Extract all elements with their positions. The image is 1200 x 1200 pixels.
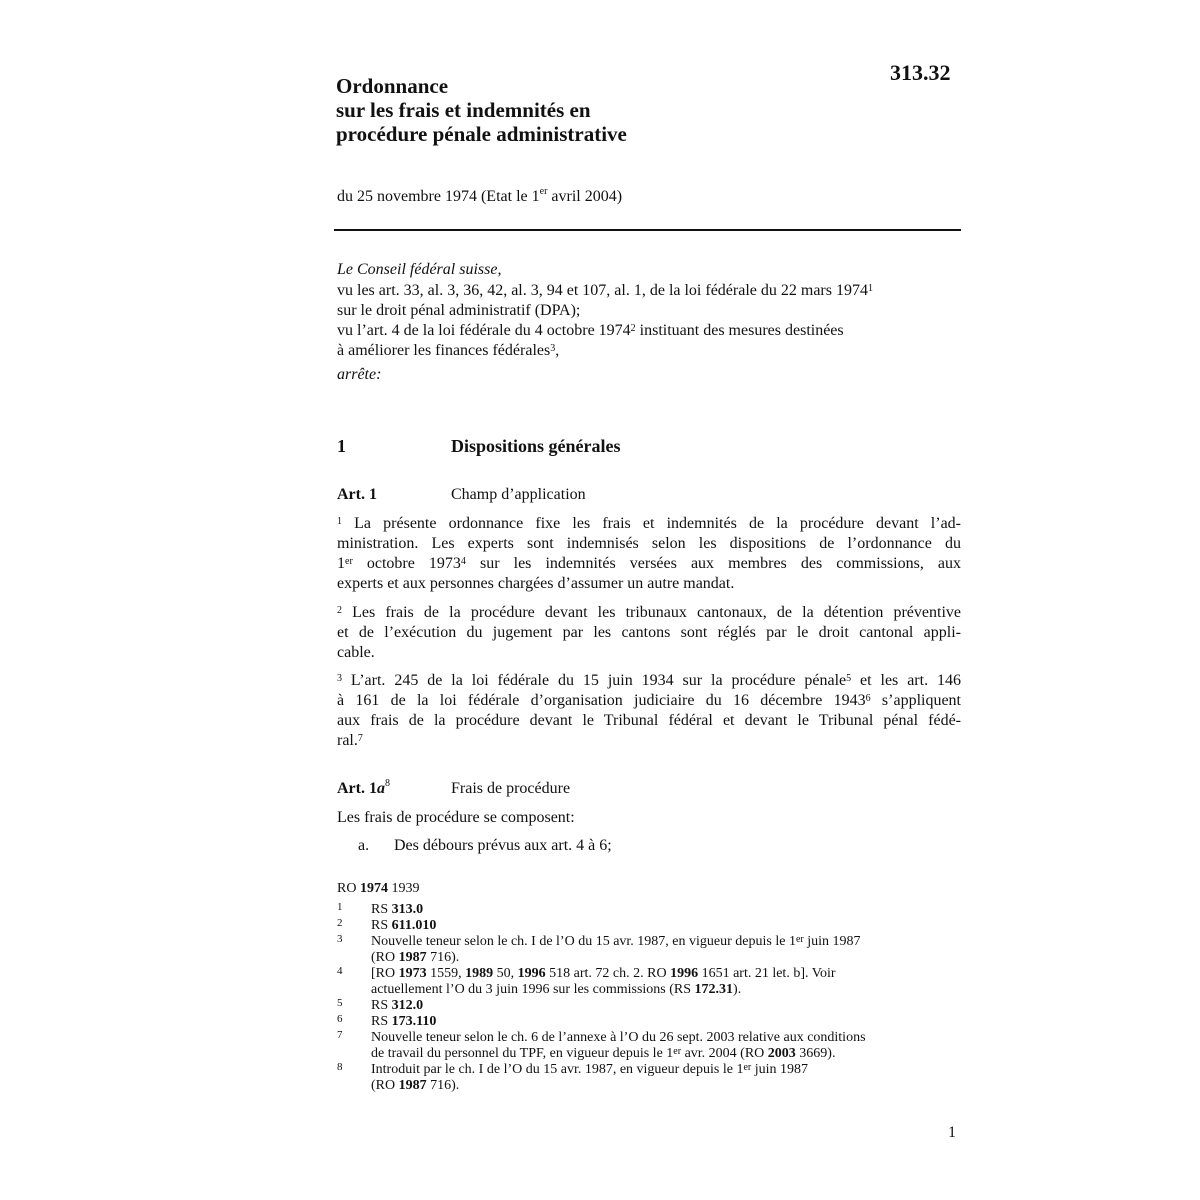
- page-number: 1: [948, 1124, 956, 1141]
- preamble-text: vu les art. 33, al. 3, 36, 42, al. 3, 94 et 107, al. 1, de la loi fédérale du 22 mars 1974: [337, 282, 868, 299]
- footnote-ref[interactable]: 5: [846, 673, 852, 684]
- footnote-text: avr. 2004 (RO: [681, 1046, 768, 1061]
- paragraph-line: [337, 671, 961, 691]
- footnote-bold: 312.0: [391, 998, 424, 1013]
- preamble-line: [337, 321, 961, 341]
- preamble-text: instituant des mesures destinées: [635, 322, 844, 339]
- footnotes: [337, 902, 957, 1094]
- footnote-text: 1651 art. 21 let. b]. Voir: [698, 966, 836, 981]
- footnote-ref[interactable]: 1: [867, 283, 873, 294]
- footnote-bold: 1996: [517, 966, 546, 981]
- paragraph-text: L’art. 245 de la loi fédérale du 15 juin 1934 sur la procédure pénale: [342, 672, 847, 689]
- footnote-text: RS: [371, 918, 392, 933]
- title-line: procédure pénale administrative: [336, 122, 627, 146]
- paragraph-text: 1: [337, 555, 345, 572]
- footnote-text: juin 1987: [751, 1062, 809, 1077]
- footnote-text: juin 1987: [803, 934, 861, 949]
- paragraph-line: Les frais de procédure se composent:: [337, 809, 575, 826]
- footnote-bold: 172.31: [694, 982, 734, 997]
- paragraph-line: experts et aux personnes chargées d’assumer un autre mandat.: [337, 575, 735, 592]
- sr-number: 313.32: [890, 60, 951, 85]
- ordinal-sup: er: [795, 934, 804, 945]
- section-title: Dispositions générales: [451, 436, 621, 456]
- article-intro: [337, 808, 961, 828]
- paragraph-line: et de l’exécution du jugement par les cantons sont réglés par le droit cantonal appli-: [337, 624, 961, 641]
- paragraph-line: aux frais de la procédure devant le Tribunal fédéral et devant le Tribunal pénal fédé-: [337, 712, 961, 729]
- article-paragraph: [337, 514, 961, 594]
- footnote-bold: 1987: [398, 1078, 427, 1093]
- paragraph-number: 2: [337, 605, 342, 616]
- ordinal-sup: er: [345, 556, 353, 567]
- footnote: [337, 1062, 957, 1094]
- footnote-text: RS: [371, 902, 392, 917]
- ro-text: RO: [337, 881, 360, 896]
- paragraph-text: à 161 de la loi fédérale d’organisation judiciaire du 16 décembre 1943: [337, 692, 866, 709]
- paragraph-text: Les frais de la procédure devant les tribunaux cantonaux, de la détention préventive: [342, 604, 961, 621]
- footnote-text: Nouvelle teneur selon le ch. I de l’O du 15 avr. 1987, en vigueur depuis le 1: [371, 934, 796, 949]
- paragraph-text: ral.: [337, 732, 358, 749]
- footnote-text: (RO: [371, 1078, 399, 1093]
- footnote-text: 1559,: [426, 966, 466, 981]
- paragraph-line: ministration. Les experts sont indemnisés selon les dispositions de l’ordonnance du: [337, 535, 961, 552]
- footnote: [337, 1014, 957, 1030]
- article-number-text: Art. 1: [337, 780, 377, 797]
- ro-reference: [337, 881, 419, 897]
- title-line: Ordonnance: [336, 74, 449, 98]
- paragraph-line: [337, 514, 961, 534]
- paragraph-text: octobre 1973: [352, 555, 461, 572]
- footnote-text: [RO: [371, 966, 399, 981]
- footnote: [337, 902, 957, 918]
- preamble-decree: arrête:: [337, 366, 382, 383]
- footnote-ref[interactable]: 3: [550, 343, 556, 354]
- ordinal-sup: er: [673, 1046, 682, 1057]
- paragraph-line: [337, 731, 961, 751]
- article-heading: [337, 780, 570, 798]
- preamble-line: [337, 341, 961, 361]
- preamble-line: [337, 281, 961, 301]
- footnote: [337, 1030, 957, 1062]
- footnote-text: 50,: [493, 966, 518, 981]
- footnote-number: 8: [337, 1061, 343, 1073]
- footnote-bold: 1996: [670, 966, 699, 981]
- footnote-text: actuellement l’O du 3 juin 1996 sur les commissions (RS: [371, 982, 695, 997]
- footnote-text: RS: [371, 1014, 392, 1029]
- paragraph-line: [337, 603, 961, 623]
- footnote-number: 4: [337, 965, 343, 977]
- title-line: sur les frais et indemnités en: [336, 98, 591, 122]
- footnote-bold: 1989: [465, 966, 494, 981]
- footnote-number: 7: [337, 1029, 343, 1041]
- list-label: a.: [358, 837, 370, 854]
- document-title: [336, 74, 856, 146]
- paragraph-text: s’appliquent: [870, 692, 962, 709]
- preamble: [337, 260, 961, 385]
- article-heading: [337, 486, 586, 504]
- list-text: Des débours prévus aux art. 4 à 6;: [394, 837, 612, 854]
- title-rule: [334, 229, 961, 231]
- article-number: Art. 1: [337, 486, 377, 503]
- footnote-number: 5: [337, 997, 343, 1009]
- preamble-text: à améliorer les finances fédérales: [337, 342, 551, 359]
- footnote-text: Nouvelle teneur selon le ch. 6 de l’annexe à l’O du 26 sept. 2003 relative aux conditions: [371, 1030, 866, 1045]
- article-paragraph: [337, 603, 961, 663]
- footnote-text: 518 art. 72 ch. 2. RO: [545, 966, 671, 981]
- paragraph-text: et les art. 146: [851, 672, 961, 689]
- preamble-line: sur le droit pénal administratif (DPA);: [337, 302, 581, 319]
- footnote-ref[interactable]: 6: [865, 693, 871, 704]
- footnote-ref[interactable]: 7: [357, 733, 363, 744]
- article-paragraph: [337, 671, 961, 751]
- footnote-text: Introduit par le ch. I de l’O du 15 avr. 1987, en vigueur depuis le 1: [371, 1062, 744, 1077]
- ro-text: 1939: [387, 881, 420, 896]
- footnote-text: 3669).: [795, 1046, 836, 1061]
- footnote-number: 3: [337, 933, 343, 945]
- footnote-text: 716).: [426, 1078, 460, 1093]
- paragraph-text: sur les indemnités versées aux membres des commissions, aux: [465, 555, 961, 572]
- list-item: [358, 837, 612, 855]
- footnote-bold: 313.0: [391, 902, 424, 917]
- footnote-number: 2: [337, 917, 343, 929]
- article-number-suffix: a: [376, 780, 385, 797]
- footnote: [337, 998, 957, 1014]
- preamble-authority: Le Conseil fédéral suisse,: [337, 261, 502, 278]
- section-number: 1: [337, 436, 346, 456]
- date-text: du 25 novembre 1974 (Etat le 1: [337, 188, 540, 205]
- article-title: Frais de procédure: [451, 780, 571, 797]
- footnote-text: ).: [733, 982, 742, 997]
- paragraph-line: [337, 691, 961, 711]
- footnote-text: (RO: [371, 950, 399, 965]
- paragraph-number: 1: [337, 516, 342, 527]
- date-sup: er: [539, 186, 548, 197]
- footnote-number: 6: [337, 1013, 343, 1025]
- paragraph-text: La présente ordonnance fixe les frais et indemnités de la procédure devant l’ad-: [342, 515, 961, 532]
- footnote-text: RS: [371, 998, 392, 1013]
- footnote-bold: 173.110: [391, 1014, 437, 1029]
- footnote-number: 1: [337, 901, 343, 913]
- paragraph-number: 3: [337, 673, 342, 684]
- ordinal-sup: er: [743, 1062, 752, 1073]
- date-text: avril 2004): [547, 188, 623, 205]
- document-date: [337, 188, 622, 206]
- preamble-text: vu l’art. 4 de la loi fédérale du 4 octobre 1974: [337, 322, 631, 339]
- footnote-bold: 2003: [767, 1046, 796, 1061]
- footnote-text: 716).: [426, 950, 460, 965]
- footnote-bold: 1973: [398, 966, 427, 981]
- article-number: [337, 780, 451, 798]
- footnote-ref[interactable]: 8: [384, 778, 390, 789]
- footnote-ref[interactable]: 4: [460, 556, 466, 567]
- preamble-text: ,: [555, 342, 560, 359]
- footnote-text: de travail du personnel du TPF, en vigueur depuis le 1: [371, 1046, 674, 1061]
- footnote-ref[interactable]: 2: [630, 323, 636, 334]
- footnote: [337, 966, 957, 998]
- article-title: Champ d’application: [451, 486, 586, 503]
- footnote-bold: 1987: [398, 950, 427, 965]
- paragraph-line: cable.: [337, 644, 375, 661]
- footnote: [337, 934, 957, 966]
- footnote: [337, 918, 957, 934]
- ro-year: 1974: [359, 881, 388, 896]
- footnote-bold: 611.010: [391, 918, 437, 933]
- paragraph-line: [337, 554, 961, 574]
